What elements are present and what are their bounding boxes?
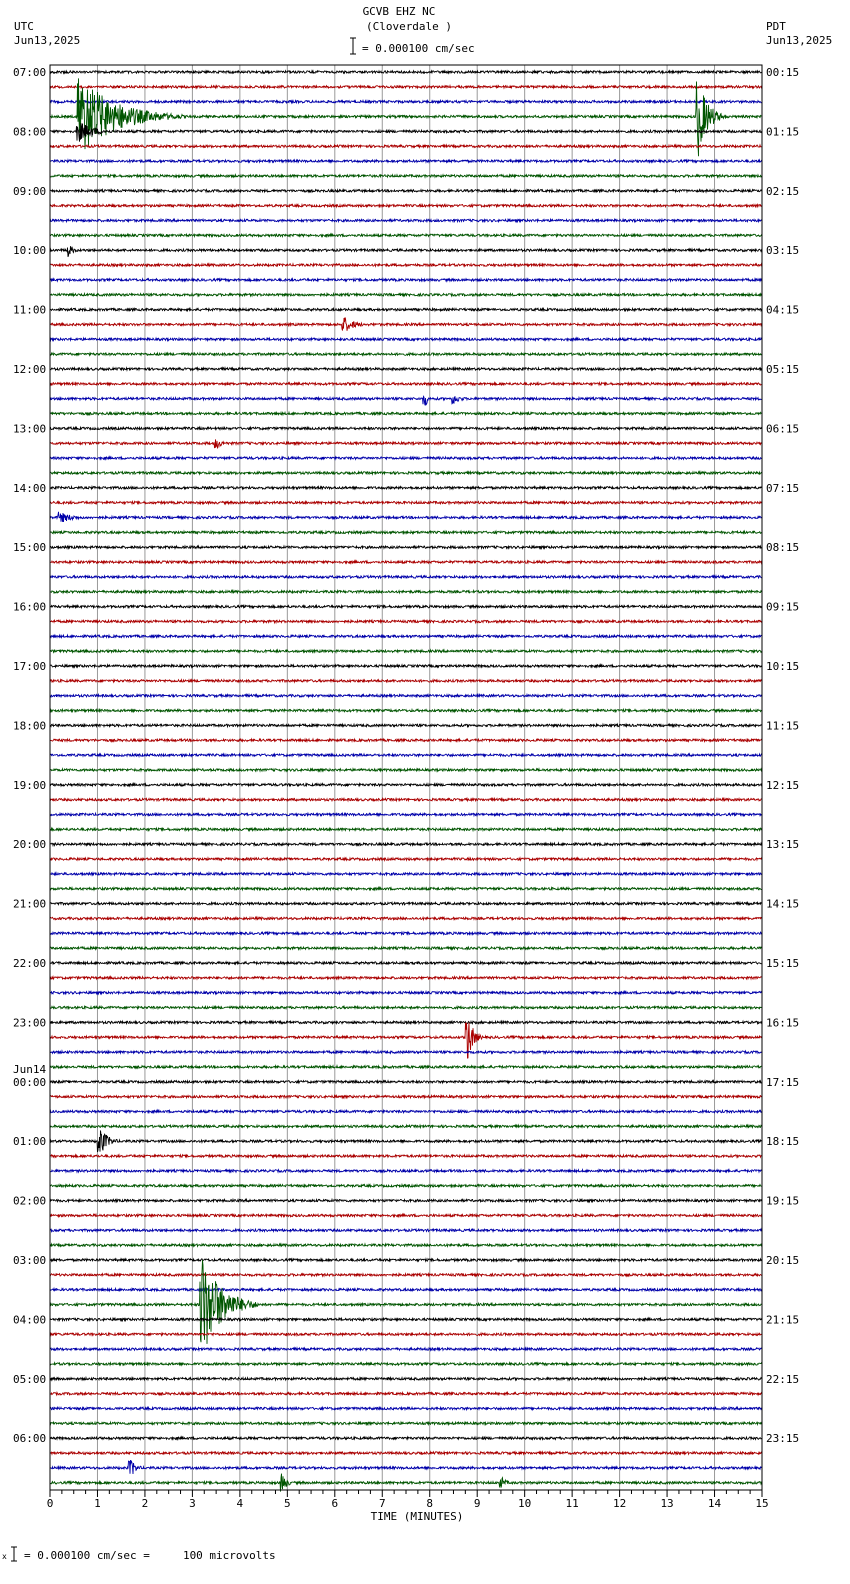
seismic-traces (50, 71, 762, 1492)
pdt-hour-label: 14:15 (766, 897, 800, 911)
trace-line (50, 472, 762, 474)
trace-line (50, 219, 762, 221)
trace-line (50, 264, 762, 266)
trace-line (50, 947, 762, 949)
x-tick-label: 10 (518, 1497, 532, 1510)
trace-line (50, 784, 762, 786)
trace-line (50, 828, 762, 830)
trace-line (50, 724, 762, 726)
trace-line (50, 813, 762, 815)
trace-line (50, 1185, 762, 1187)
utc-hour-label: 07:00 (13, 66, 47, 79)
trace-line (50, 665, 762, 667)
pdt-hour-label: 10:15 (766, 660, 800, 673)
trace-line (50, 512, 762, 522)
trace-line (50, 1130, 762, 1152)
trace-line (50, 1437, 762, 1439)
trace-line (50, 1259, 762, 1261)
trace-line (50, 487, 762, 489)
trace-line (50, 427, 762, 429)
trace-line (50, 1155, 762, 1157)
x-tick-label: 8 (426, 1497, 434, 1510)
trace-line (50, 204, 762, 206)
trace-line (50, 396, 762, 405)
utc-hour-label: 22:00 (13, 957, 47, 970)
trace-line (50, 798, 762, 800)
pdt-hour-label: 03:15 (766, 244, 800, 258)
x-tick-label: 6 (331, 1497, 339, 1510)
pdt-hour-label: 04:15 (766, 303, 800, 317)
trace-line (50, 294, 762, 296)
x-tick-label: 4 (236, 1497, 244, 1510)
trace-line (50, 932, 762, 934)
trace-line (50, 1392, 762, 1394)
trace-line (50, 1260, 762, 1344)
x-tick-label: 9 (473, 1497, 481, 1510)
x-axis (47, 1490, 769, 1510)
utc-hour-label: 01:00 (13, 1135, 47, 1149)
x-tick-label: 13 (660, 1497, 674, 1510)
utc-hour-label: 17:00 (13, 660, 47, 673)
trace-line (50, 1422, 762, 1424)
pdt-hour-label: 08:15 (766, 541, 800, 555)
x-tick-label: 7 (378, 1497, 386, 1510)
trace-line (50, 1289, 762, 1291)
trace-line (50, 123, 762, 142)
trace-line (50, 383, 762, 385)
trace-line (50, 1229, 762, 1231)
trace-line (50, 1021, 762, 1023)
trace-line (50, 888, 762, 890)
x-axis-label: TIME (MINUTES) (370, 1510, 464, 1523)
trace-line (50, 605, 762, 607)
pdt-hour-label: 21:15 (766, 1313, 800, 1327)
header-scale-bar (350, 38, 356, 54)
trace-line (50, 843, 762, 845)
trace-line (50, 317, 762, 330)
pdt-hour-label: 20:15 (766, 1254, 800, 1267)
pdt-hour-label: 16:15 (766, 1016, 800, 1030)
trace-line (50, 992, 762, 994)
x-tick-label: 0 (46, 1497, 54, 1510)
footer-scale-bar (11, 1547, 17, 1561)
trace-line (50, 1125, 762, 1127)
trace-line (50, 1006, 762, 1008)
pdt-hour-label: 13:15 (766, 838, 800, 852)
right-date: Jun13,2025 (766, 34, 833, 47)
trace-line (50, 695, 762, 697)
utc-hour-label: 08:00 (13, 125, 47, 139)
x-tick-label: 11 (565, 1497, 579, 1510)
pdt-hour-label: 06:15 (766, 422, 800, 436)
pdt-hour-label: 05:15 (766, 363, 800, 376)
trace-line (50, 338, 762, 340)
trace-line (50, 1274, 762, 1276)
trace-line (50, 439, 762, 448)
x-tick-label: 15 (755, 1497, 769, 1510)
utc-hour-label: 19:00 (13, 778, 47, 792)
trace-line (50, 1378, 762, 1380)
trace-line (50, 709, 762, 711)
utc-hour-label: 14:00 (13, 481, 47, 495)
footer-scale-label: = 0.000100 cm/sec = 100 microvolts (24, 1549, 276, 1562)
utc-hour-labels (13, 66, 46, 1445)
utc-hour-label: 03:00 (13, 1254, 47, 1267)
trace-line (50, 561, 762, 563)
trace-line (50, 754, 762, 756)
pdt-hour-label: 00:15 (766, 66, 800, 79)
x-tick-label: 3 (189, 1497, 196, 1510)
left-timezone: UTC (14, 20, 34, 33)
trace-line (50, 635, 762, 637)
trace-line (50, 1407, 762, 1409)
pdt-hour-label: 18:15 (766, 1135, 800, 1149)
trace-line (50, 769, 762, 771)
utc-hour-label: 16:00 (13, 600, 47, 614)
utc-hour-label: 02:00 (13, 1194, 47, 1208)
station-location: (Cloverdale ) (365, 20, 453, 33)
x-tick-label: 12 (612, 1497, 627, 1510)
utc-hour-label: 21:00 (13, 897, 47, 911)
trace-line (50, 368, 762, 370)
trace-line (50, 977, 762, 979)
pdt-hour-label: 01:15 (766, 125, 800, 139)
trace-line (50, 1460, 762, 1474)
trace-line (50, 680, 762, 682)
trace-line (50, 1170, 762, 1172)
trace-line (50, 101, 762, 103)
trace-line (50, 234, 762, 236)
trace-line (50, 501, 762, 503)
trace-line (50, 1066, 762, 1068)
right-timezone: PDT (766, 20, 786, 33)
trace-line (50, 1199, 762, 1201)
pdt-hour-labels (766, 66, 799, 1445)
trace-line (50, 145, 762, 147)
trace-line (50, 1095, 762, 1097)
trace-line (50, 1474, 762, 1492)
trace-line (50, 739, 762, 741)
utc-hour-label: 09:00 (13, 184, 47, 198)
trace-line (50, 160, 762, 162)
trace-line (50, 858, 762, 860)
trace-line (50, 620, 762, 622)
x-tick-label: 2 (141, 1497, 149, 1510)
trace-line (50, 1452, 762, 1454)
pdt-hour-label: 02:15 (766, 184, 800, 198)
trace-line (50, 873, 762, 875)
trace-line (50, 650, 762, 652)
trace-line (50, 1244, 762, 1246)
pdt-hour-label: 23:15 (766, 1432, 800, 1446)
trace-line (50, 1363, 762, 1365)
pdt-hour-label: 09:15 (766, 600, 800, 614)
trace-line (50, 412, 762, 414)
station-title: GCVB EHZ NC (362, 5, 436, 18)
trace-line (50, 71, 762, 73)
pdt-hour-label: 07:15 (766, 481, 800, 495)
utc-hour-label: 04:00 (13, 1313, 47, 1327)
utc-hour-label: 11:00 (13, 303, 47, 317)
utc-hour-label: 00:00 (13, 1075, 47, 1089)
trace-line (50, 190, 762, 192)
trace-line (50, 86, 762, 88)
pdt-hour-label: 12:15 (766, 778, 800, 792)
utc-hour-label: 18:00 (13, 719, 47, 733)
trace-line (50, 246, 762, 257)
trace-line (50, 546, 762, 548)
pdt-hour-label: 11:15 (766, 719, 800, 733)
trace-line (50, 591, 762, 593)
utc-hour-label: 12:00 (13, 363, 47, 376)
x-tick-label: 1 (94, 1497, 101, 1510)
trace-line (50, 353, 762, 355)
trace-line (50, 1051, 762, 1053)
trace-line (50, 308, 762, 310)
x-tick-label: 14 (707, 1497, 722, 1510)
utc-hour-label: 10:00 (13, 244, 47, 258)
x-tick-label: 5 (284, 1497, 291, 1510)
utc-date-change-label: Jun14 (13, 1062, 47, 1076)
pdt-hour-label: 19:15 (766, 1194, 800, 1208)
pdt-hour-label: 15:15 (766, 957, 800, 970)
utc-hour-label: 20:00 (13, 838, 47, 852)
trace-line (50, 576, 762, 578)
utc-hour-label: 06:00 (13, 1432, 47, 1446)
header-scale-label: = 0.000100 cm/sec (362, 42, 475, 55)
utc-hour-label: 23:00 (13, 1016, 47, 1030)
utc-hour-label: 05:00 (13, 1372, 47, 1386)
utc-hour-label: 15:00 (13, 541, 47, 555)
trace-line (50, 1110, 762, 1112)
trace-line (50, 1348, 762, 1350)
trace-line (50, 1333, 762, 1335)
trace-line (50, 279, 762, 281)
trace-line (50, 1318, 762, 1320)
trace-line (50, 175, 762, 177)
trace-line (50, 457, 762, 459)
left-date: Jun13,2025 (14, 34, 81, 47)
trace-line (50, 917, 762, 919)
trace-line (50, 531, 762, 533)
trace-line (50, 962, 762, 964)
trace-line (50, 1081, 762, 1083)
utc-hour-label: 13:00 (13, 422, 47, 436)
trace-line (50, 902, 762, 904)
trace-line (50, 1214, 762, 1216)
footer-mark: x (2, 1552, 7, 1561)
pdt-hour-label: 17:15 (766, 1075, 800, 1089)
pdt-hour-label: 22:15 (766, 1372, 800, 1386)
